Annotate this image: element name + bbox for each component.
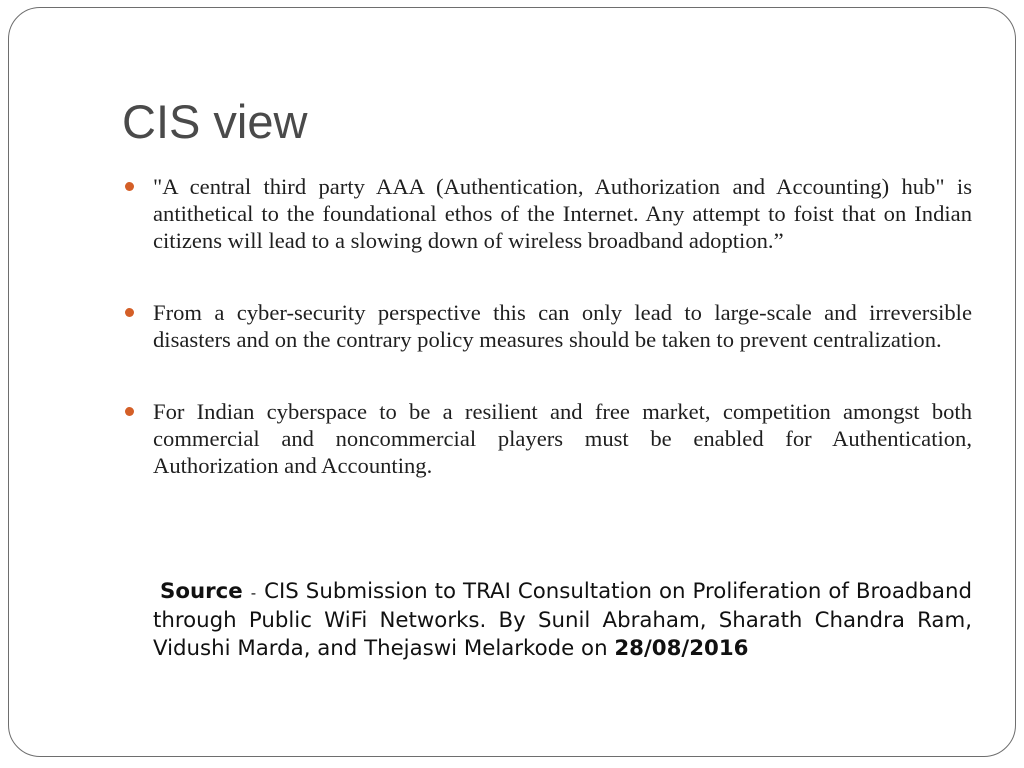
source-separator: -: [250, 584, 257, 602]
bullet-dot-icon: [125, 308, 134, 317]
source-label: Source: [160, 579, 243, 604]
source-date: 28/08/2016: [614, 636, 749, 661]
bullet-item: [153, 173, 972, 254]
bullet-text: For Indian cyberspace to be a resilient and free market, competition amongst both commercial and noncommercial players must be enabled for Authentication, Authorization and Accounting.: [153, 399, 972, 478]
bullet-text: From a cyber-security perspective this can only lead to large-scale and irreversible disasters and on the contrary policy measures should be taken to prevent centralization.: [153, 300, 972, 352]
bullet-dot-icon: [125, 182, 134, 191]
bullet-item: [153, 299, 972, 353]
bullet-list: [153, 173, 972, 524]
bullet-text: "A central third party AAA (Authentication, Authorization and Accounting) hub" is antithetical to the foundational ethos of the Internet. Any attempt to foist that on Indian citizens will lead to a slowing down of wireless broadband adoption.”: [153, 174, 972, 253]
source-text: CIS Submission to TRAI Consultation on Proliferation of Broadband through Public WiFi Networks. By Sunil Abraham, Sharath Chandra Ram, Vidushi Marda, and Thejaswi Melarkode on: [153, 579, 972, 661]
source-citation: [153, 578, 972, 663]
bullet-dot-icon: [125, 407, 134, 416]
bullet-item: [153, 398, 972, 479]
slide-frame: [8, 7, 1016, 757]
slide-title: CIS view: [122, 95, 308, 148]
